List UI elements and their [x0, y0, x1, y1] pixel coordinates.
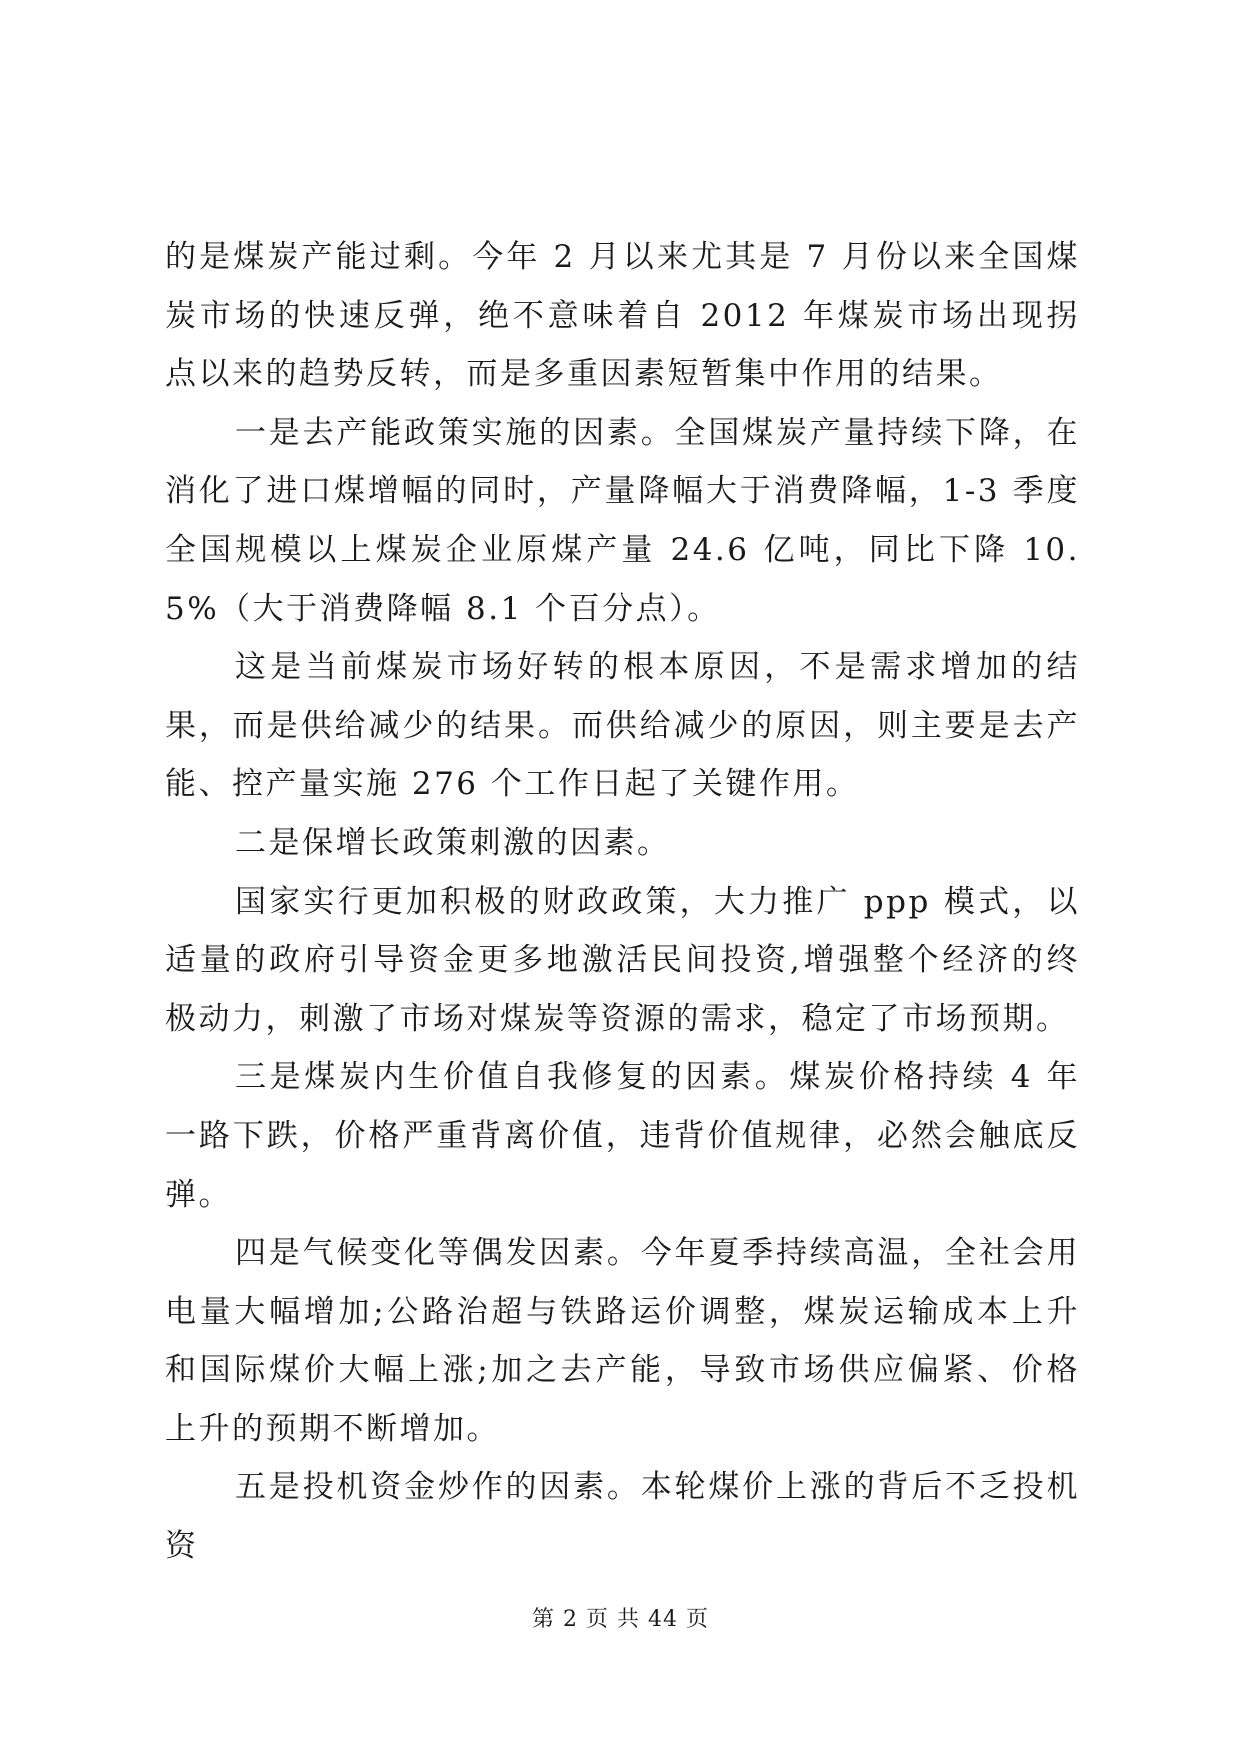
- paragraph-factor-two: 二是保增长政策刺激的因素。: [235, 824, 671, 861]
- paragraph-factor-five: 五是投机资金炒作的因素。本轮煤价上涨的背后不乏投机资: [165, 1469, 1080, 1565]
- paragraph-factor-three: 三是煤炭内生价值自我修复的因素。煤炭价格持续 4 年一路下跌，价格严重背离价值，违背价值规律，必然会触底反弹。: [165, 1059, 1080, 1213]
- paragraph-factor-one: 一是去产能政策实施的因素。全国煤炭产量持续下降，在消化了进口煤增幅的同时，产量降幅大于消费降幅，1-3 季度全国规模以上煤炭企业原煤产量 24.6 亿吨，同比下降 10.5%（大于消费降幅 8.1 个百分点）。: [165, 414, 1080, 627]
- page-number-footer: 第 2 页 共 44 页: [532, 1607, 709, 1632]
- paragraph-continuation: 的是煤炭产能过剩。今年 2 月以来尤其是 7 月份以来全国煤炭市场的快速反弹，绝不意味着自 2012 年煤炭市场出现拐点以来的趋势反转，而是多重因素短暂集中作用的结果。: [165, 239, 1080, 393]
- paragraph-factor-four: 四是气候变化等偶发因素。今年夏季持续高温，全社会用电量大幅增加;公路治超与铁路运价调整，煤炭运输成本上升和国际煤价大幅上涨;加之去产能，导致市场供应偏紧、价格上升的预期不断增加。: [165, 1235, 1080, 1447]
- paragraph-fiscal-policy: 国家实行更加积极的财政政策，大力推广 ppp 模式，以适量的政府引导资金更多地激活民间投资,增强整个经济的终极动力，刺激了市场对煤炭等资源的需求，稳定了市场预期。: [165, 883, 1080, 1037]
- document-body: [165, 228, 1080, 1576]
- paragraph-root-cause: 这是当前煤炭市场好转的根本原因，不是需求增加的结果，而是供给减少的结果。而供给减少的原因，则主要是去产能、控产量实施 276 个工作日起了关键作用。: [165, 649, 1080, 803]
